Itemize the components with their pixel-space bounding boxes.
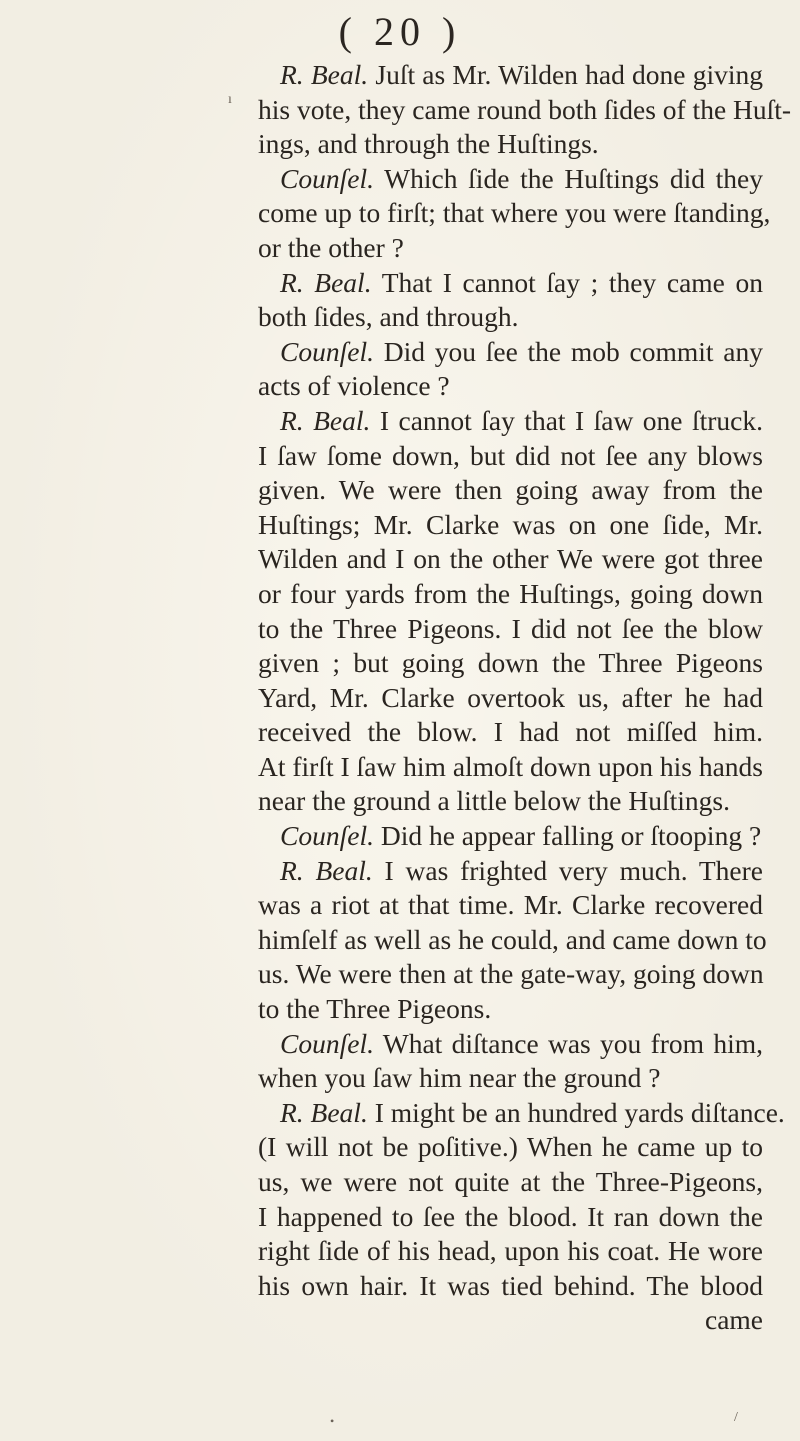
- text-line: [258, 1269, 763, 1304]
- line-text: acts of violence ?: [258, 370, 450, 402]
- line-text: given. We were then going away from the: [258, 474, 763, 506]
- text-line: [258, 266, 763, 301]
- text-line: [258, 819, 763, 854]
- text-line: [258, 473, 763, 508]
- line-text: I was frighted very much. There: [372, 854, 763, 886]
- speaker-label: Counſel.: [280, 1027, 374, 1059]
- speaker-label: Counſel.: [280, 162, 374, 194]
- text-line: [258, 93, 792, 128]
- text-line: [258, 300, 763, 335]
- text-line: [258, 612, 763, 647]
- line-text: I happened to ſee the blood. It ran down the: [258, 1200, 763, 1232]
- speaker-label: R. Beal.: [280, 854, 373, 886]
- speaker-label: Counſel.: [280, 820, 374, 852]
- line-text: At firſt I ſaw him almoſt down upon his hands: [258, 750, 763, 782]
- text-line: [258, 231, 763, 266]
- text-line: [258, 1096, 785, 1131]
- margin-speck: ı: [228, 92, 232, 107]
- line-text: I cannot ſay that I ſaw one ſtruck.: [370, 404, 763, 436]
- line-text: his own hair. It was tied behind. The blood: [258, 1269, 763, 1301]
- text-line: [258, 196, 771, 231]
- line-text: himſelf as well as he could, and came down to: [258, 923, 767, 955]
- line-text: or four yards from the Huſtings, going down: [258, 577, 763, 609]
- text-line: [258, 646, 763, 681]
- text-line: [258, 542, 763, 577]
- speaker-label: Counſel.: [280, 335, 374, 367]
- speaker-label: R. Beal.: [280, 59, 369, 90]
- line-text: near the ground a little below the Huſtings.: [258, 785, 730, 817]
- line-text: I ſaw ſome down, but did not ſee any blows: [258, 439, 763, 471]
- line-text: Wilden and I on the other We were got three: [258, 543, 763, 575]
- line-text: Huſtings; Mr. Clarke was on one ſide, Mr.: [258, 508, 763, 540]
- text-line: [258, 1234, 763, 1269]
- text-line: [258, 162, 763, 197]
- line-text: come up to firſt; that where you were ſtanding,: [258, 197, 771, 229]
- line-text: Did he appear falling or ſtooping ?: [373, 820, 762, 852]
- line-text: to the Three Pigeons. I did not ſee the blow: [258, 612, 763, 644]
- text-line: [258, 1130, 763, 1165]
- line-text: That I cannot ſay ; they came on: [371, 266, 763, 298]
- line-text: (I will not be poſitive.) When he came up to: [258, 1131, 763, 1163]
- speaker-label: R. Beal.: [280, 404, 371, 436]
- line-text: when you ſaw him near the ground ?: [258, 1062, 661, 1094]
- line-text: right ſide of his head, upon his coat. He wore: [258, 1235, 763, 1267]
- text-line: [258, 750, 763, 785]
- line-text: Did you ſee the mob commit any: [373, 335, 763, 367]
- text-line: [258, 1200, 763, 1235]
- text-line: [258, 784, 763, 819]
- page-speck: /: [734, 1410, 738, 1425]
- line-text: Which ſide the Huſtings did they: [373, 162, 763, 194]
- text-line: [258, 888, 763, 923]
- line-text: ings, and through the Huſtings.: [258, 128, 599, 160]
- page-number: ( 20 ): [338, 9, 462, 54]
- line-text: given ; but going down the Three Pigeons: [258, 647, 763, 679]
- catchword: came: [704, 1304, 763, 1336]
- text-line: [258, 992, 763, 1027]
- text-line: [258, 439, 763, 474]
- text-line: [258, 1165, 763, 1200]
- line-text: both ſides, and through.: [258, 301, 519, 333]
- line-text: his vote, they came round both ſides of the Huſt-: [258, 93, 792, 125]
- body-text: [258, 58, 792, 1338]
- text-line: [258, 508, 763, 543]
- text-line: [258, 127, 763, 162]
- text-line: [258, 681, 763, 716]
- text-line: [258, 369, 763, 404]
- speaker-label: R. Beal.: [280, 266, 372, 298]
- page-speck: •: [330, 1414, 335, 1428]
- text-line: [258, 957, 763, 992]
- text-line: [258, 335, 763, 370]
- line-text: What diſtance was you from him,: [373, 1027, 763, 1059]
- text-line: [258, 854, 763, 889]
- text-line: [258, 1027, 763, 1062]
- line-text: to the Three Pigeons.: [258, 993, 492, 1025]
- text-line: [258, 715, 763, 750]
- line-text: Juſt as Mr. Wilden had done giving: [368, 59, 763, 90]
- line-text: I might be an hundred yards diſtance.: [367, 1096, 785, 1128]
- text-line: [258, 923, 767, 958]
- text-line: [258, 1061, 763, 1096]
- text-line: [258, 58, 763, 93]
- speaker-label: R. Beal.: [280, 1096, 368, 1128]
- text-line: [258, 404, 763, 439]
- line-text: us. We were then at the gate-way, going down: [258, 958, 764, 990]
- line-text: received the blow. I had not miſſed him.: [258, 716, 763, 748]
- line-text: us, we were not quite at the Three-Pigeons,: [258, 1166, 763, 1197]
- line-text: Yard, Mr. Clarke overtook us, after he had: [258, 681, 763, 713]
- line-text: or the other ?: [258, 231, 404, 263]
- text-line: [258, 577, 763, 612]
- line-text: was a riot at that time. Mr. Clarke recovered: [258, 889, 763, 921]
